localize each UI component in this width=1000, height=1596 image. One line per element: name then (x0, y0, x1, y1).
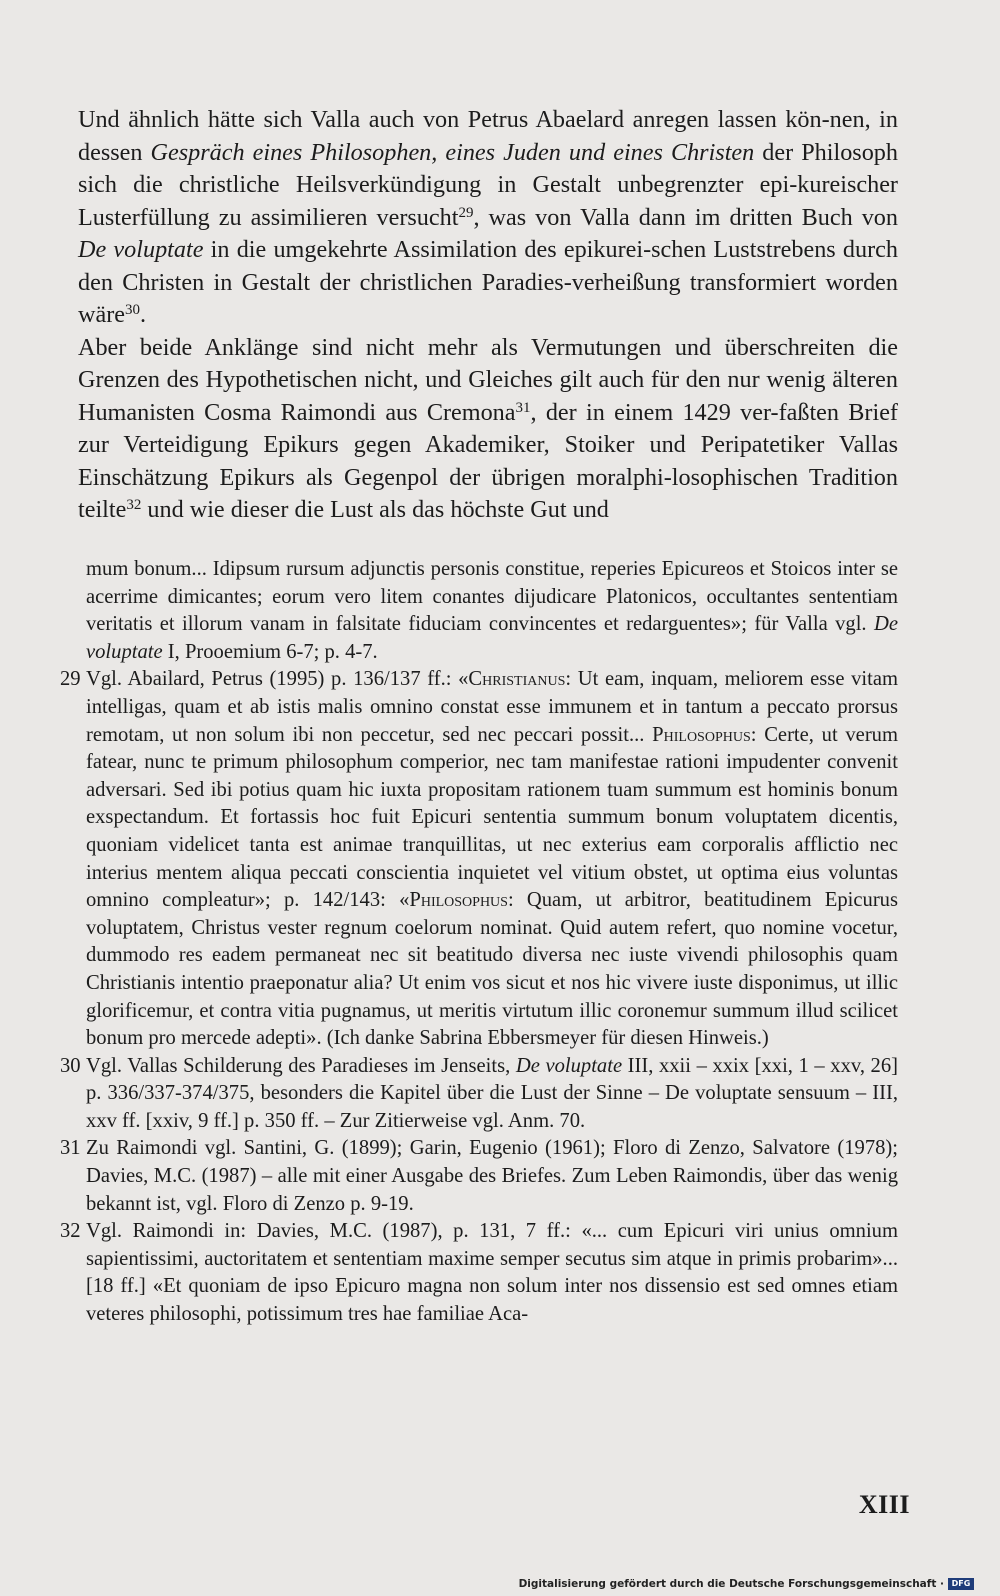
paragraph-2: Aber beide Anklänge sind nicht mehr als Vermutungen und überschreiten die Grenzen des Hypothetischen nicht, und Gleiches gilt auch für den nur wenig älteren Humanisten Cosma Raimondi aus Cremona$^{31}$, der in einem 1429 ver-faßten Brief zur Verteidigung Epikurs gegen Akademiker, Stoiker und Peripatetiker Vallas Einschätzung Epikurs als Gegenpol der übrigen moralphi-losophischen Tradition teilte$^{32}$ und wie dieser die Lust als das höchste Gut und (78, 333, 898, 523)
italic-title: De voluptate (78, 236, 204, 263)
footnote-number: 31 (60, 1137, 81, 1160)
digitization-footer (519, 1578, 974, 1590)
footer-text: Digitalisierung gefördert durch die Deutsche Forschungsgemeinschaft · (518, 1578, 944, 1590)
paragraph-1: Und ähnlich hätte sich Valla auch von Petrus Abaelard anregen lassen kön-nen, in dessen Gespräch eines Philosophen, eines Juden und eines Christen der Philosoph sich die christliche Heilsverkündigung in Gestalt unbegrenzter epi-kureischer Lusterfüllung zu assimilieren versucht$^{29}$, was von Valla dann im dritten Buch von De voluptate in die umgekehrte Assimilation des epikurei-schen Luststrebens durch den Christen in Gestalt der christlichen Paradies-verheißung transformiert worden wäre$^{30}$. (78, 106, 898, 328)
footnote-ref-32: 32 (126, 496, 142, 513)
footnotes (62, 556, 898, 1329)
footnote-number: 29 (60, 668, 81, 691)
footnote-30: 30 Vgl. Vallas Schilderung des Paradieses im Jenseits, De voluptate III, xxii – xxix [xxi, 1 – xxv, 26] p. 336/337-374/375, besonders die Kapitel über die Lust der Sinne – De voluptate sensuum – III, xxv ff. [xxiv, 9 ff.] p. 350 ff. – Zur Zitierweise vgl. Anm. 70. (60, 1054, 898, 1132)
footnote-ref-31: 31 (515, 399, 531, 416)
italic-title: Gespräch eines Philosophen, eines Juden und eines Christen (150, 138, 755, 166)
footnote-number: 32 (60, 1220, 81, 1243)
dfg-logo: DFG (948, 1578, 974, 1590)
page-number: XIII (858, 1490, 910, 1519)
footnote-ref-30: 30 (125, 301, 140, 318)
footnote-number: 30 (60, 1054, 81, 1077)
footnote-continuation: mum bonum... Idipsum rursum adjunctis personis constitue, reperies Epicureos et Stoicos inter se acerrime dimicantes; eorum vero litem conantes dijudicare Platonicos, occultantes sententiam veritatis et illorum vanam in falsitate fiduciam convincentes et redarguentes»; für Valla vgl. De voluptate I, Prooemium 6-7; p. 4-7. (86, 558, 898, 663)
footnote-29: 29 Vgl. Abailard, Petrus (1995) p. 136/137 ff.: «Christianus: Ut eam, inquam, meliorem esse vitam intelligas, quam et ab istis malis omnino constat esse immunem et in tantum a peccato prorsus remotam, ut non solum ibi non peccetur, sed nec peccari possit... Philosophus: Certe, ut verum fatear, nunc te primum philosophum comperior, nec tam manifestae rationi impudenter convenit adversari. Sed ibi potius quam hic iuxta propositam rationem tuam summum est hominis bonum exspectandum. Et fortassis hoc fuit Epicuri sententia summum bonum voluptatem dicentis, quoniam videlicet tanta est animae tranquillitas, ut nec exterius eam corporalis afflictio nec interius mentem aliqua peccati conscientia inquietet vel vitium obstet, ut optima eius voluntas omnino compleatur»; p. 142/143: «Philosophus: Quam, ut arbitror, beatitudinem Epicurus voluptatem, Christus vester regnum coelorum nominat. Quid autem refert, quo nomine vocetur, dummodo res eadem permaneat nec sit beatitudo diversa nec iuste vivendi philosophis quam Christianis intentio praeponatur alia? Ut enim vos sicut et nos hic vivere iuste disponimus, ut illic glorificemur, et contra vitia pugnamus, ut meritis virtutum illic coronemur summum illud scilicet bonum pro mercede adepti». (Ich danke Sabrina Ebbersmeyer für diesen Hinweis.) (60, 668, 899, 1050)
footnote-ref-29: 29 (458, 204, 474, 221)
main-text (78, 104, 898, 527)
footnote-32: 32 Vgl. Raimondi in: Davies, M.C. (1987), p. 131, 7 ff.: «... cum Epicuri viri unius omnium sapientissimi, auctoritatem et sententiam maxime semper secutus sim atque in primis probarim»... [18 ff.] «Et quoniam de ipso Epicuro magna non solum inter nos dissensio est sed omnes etiam veteres philosophi, potissimum tres hae familiae Aca- (60, 1220, 898, 1326)
footnote-31: 31 Zu Raimondi vgl. Santini, G. (1899); Garin, Eugenio (1961); Floro di Zenzo, Salvatore (1978); Davies, M.C. (1987) – alle mit einer Ausgabe des Briefes. Zum Leben Raimondis, über das wenig bekannt ist, vgl. Floro di Zenzo p. 9-19. (60, 1137, 898, 1215)
